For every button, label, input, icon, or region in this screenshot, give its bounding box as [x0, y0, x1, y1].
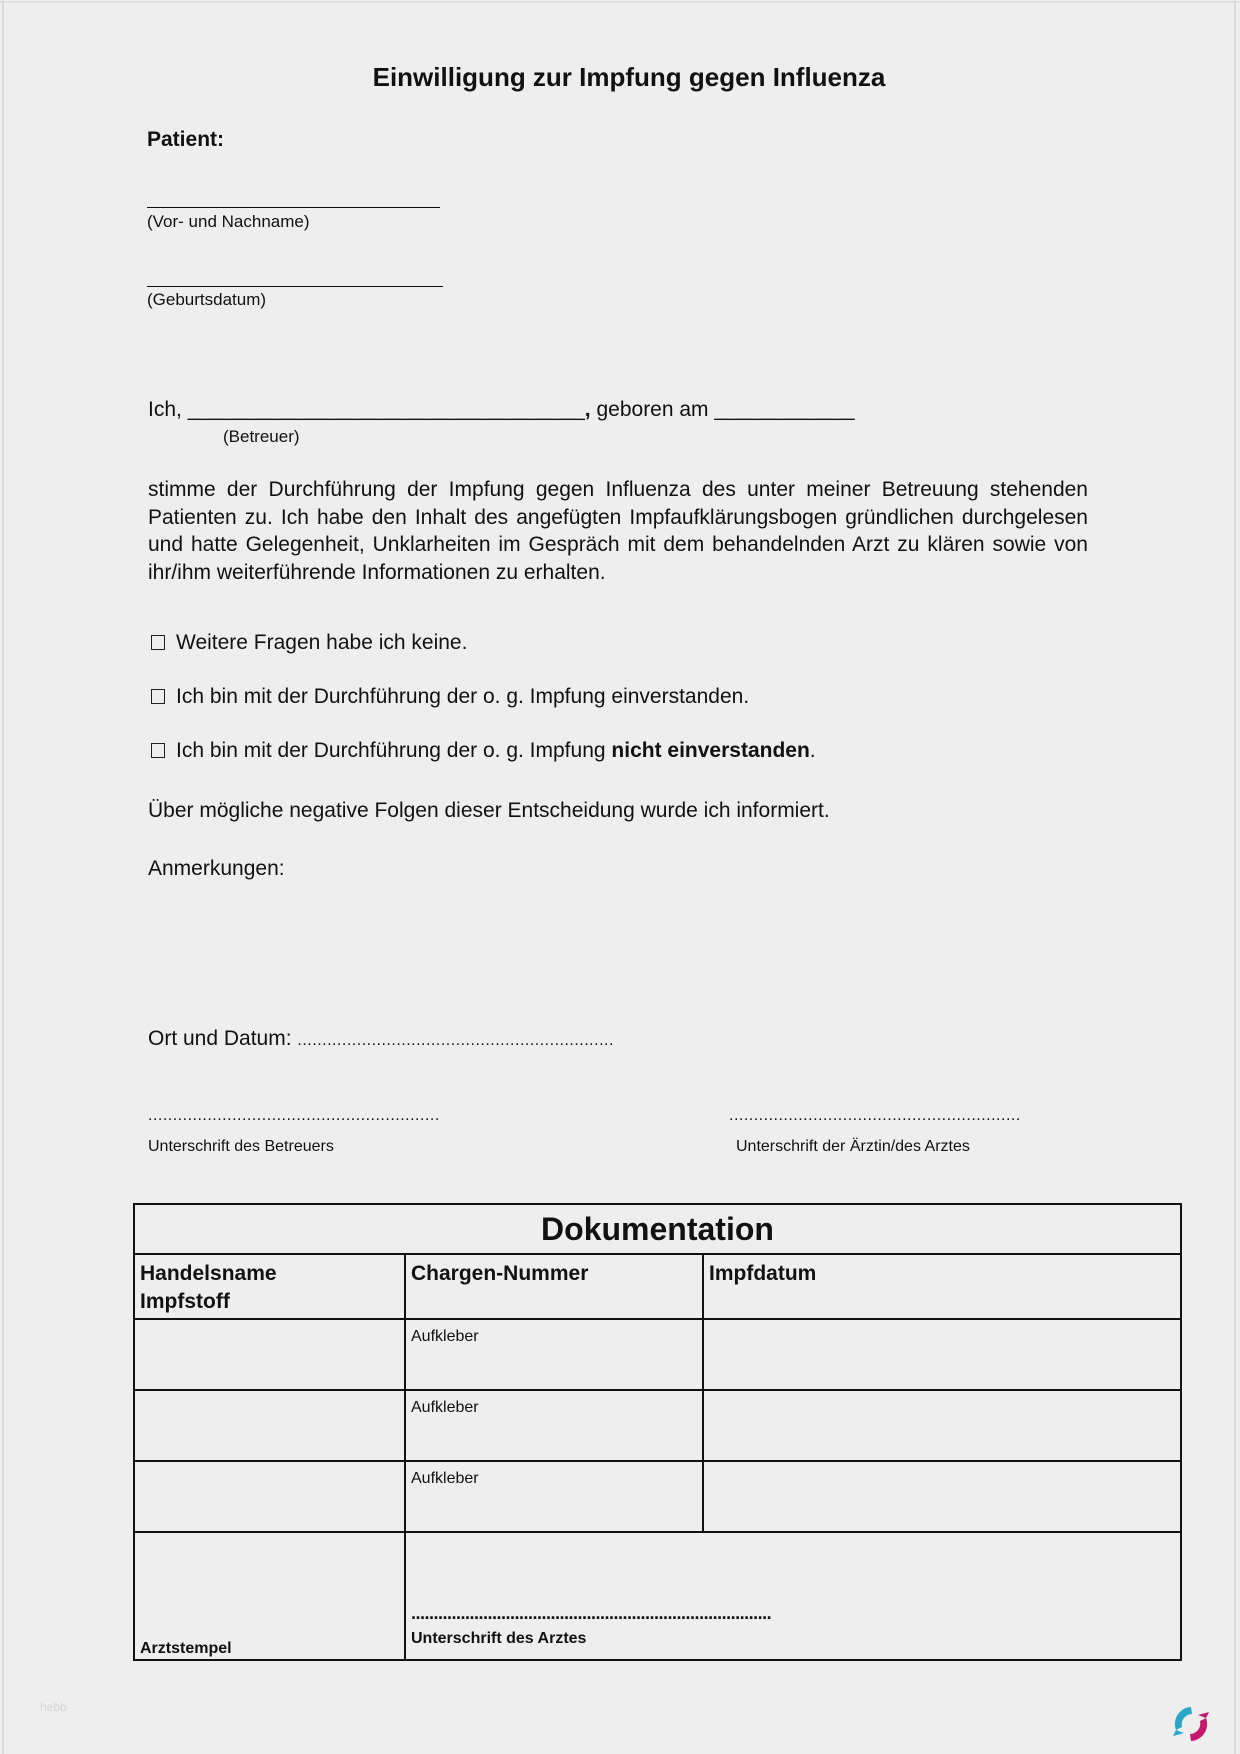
- option-disagree-suffix: .: [809, 739, 816, 762]
- cell-charge[interactable]: Aufkleber: [405, 1390, 703, 1461]
- guardian-caption: (Betreuer): [223, 427, 300, 446]
- option-disagree[interactable]: [151, 739, 816, 763]
- table-row: [134, 1390, 1181, 1461]
- cell-charge[interactable]: Aufkleber: [405, 1319, 703, 1390]
- patient-birthdate-field[interactable]: [147, 286, 443, 287]
- guardian-line: [148, 398, 855, 422]
- doctor-signature-label: Unterschrift des Arztes: [411, 1630, 587, 1647]
- cell-charge[interactable]: Aufkleber: [405, 1461, 703, 1532]
- header-handelsname-line1: Handelsname: [140, 1262, 277, 1285]
- guardian-signature-field[interactable]: ...........................................................: [148, 1107, 440, 1124]
- option-disagree-label: Ich bin mit der Durchführung der o. g. Impfung: [176, 739, 612, 762]
- header-chargen-nummer: Chargen-Nummer: [405, 1254, 703, 1319]
- doctor-signature-dots[interactable]: ................................................................................: [411, 1603, 772, 1623]
- circular-arrows-logo-icon: [1170, 1703, 1212, 1745]
- checkbox-disagree[interactable]: [151, 743, 165, 758]
- patient-name-caption: (Vor- und Nachname): [147, 212, 310, 231]
- cell-impfdatum[interactable]: [703, 1390, 1181, 1461]
- option-disagree-bold: nicht einverstanden: [611, 739, 810, 762]
- place-date-line: [148, 1027, 614, 1051]
- remarks-area[interactable]: [148, 890, 1088, 1010]
- doctor-signature-cell[interactable]: [405, 1532, 1181, 1660]
- checkbox-agree[interactable]: [151, 689, 165, 704]
- remarks-label: Anmerkungen:: [148, 857, 285, 880]
- cell-handelsname[interactable]: [134, 1390, 405, 1461]
- doctor-signature-field[interactable]: ...........................................................: [729, 1107, 1021, 1124]
- cell-handelsname[interactable]: [134, 1461, 405, 1532]
- header-impfdatum: Impfdatum: [703, 1254, 1181, 1319]
- cell-impfdatum[interactable]: [703, 1461, 1181, 1532]
- cell-handelsname[interactable]: [134, 1319, 405, 1390]
- place-date-field[interactable]: ................................................................: [297, 1032, 614, 1049]
- consent-paragraph: stimme der Durchführung der Impfung gegen Influenza des unter meiner Betreuung stehenden Patienten zu. Ich habe den Inhalt des angefügten Impfaufklärungsbogen gründlichen durchgelesen und hatte Gelegenheit, Unklarheiten im Gespräch mit dem behandelnden Arzt zu klären sowie von ihr/ihm weiterführende Informationen zu erhalten.: [148, 478, 1088, 584]
- page-edge-left: [2, 0, 4, 1754]
- checkbox-no-questions[interactable]: [151, 635, 165, 650]
- option-no-questions[interactable]: [151, 631, 467, 655]
- option-agree-label: Ich bin mit der Durchführung der o. g. Impfung einverstanden.: [176, 685, 750, 708]
- document-title: Einwilligung zur Impfung gegen Influenza: [372, 62, 886, 92]
- option-agree[interactable]: [151, 685, 749, 709]
- patient-label: Patient:: [147, 128, 225, 151]
- guardian-prefix: Ich,: [148, 398, 182, 421]
- table-row: [134, 1319, 1181, 1390]
- doctor-stamp-cell[interactable]: [134, 1532, 405, 1660]
- patient-birthdate-caption: (Geburtsdatum): [147, 290, 267, 309]
- doctor-stamp-label: Arztstempel: [140, 1640, 232, 1657]
- guardian-signature-caption: Unterschrift des Betreuers: [148, 1138, 334, 1155]
- documentation-title: Dokumentation: [134, 1204, 1181, 1254]
- watermark-text: hebb: [40, 1700, 67, 1714]
- table-row: [134, 1461, 1181, 1532]
- header-handelsname: [134, 1254, 405, 1319]
- page-edge-top: [0, 1, 1240, 3]
- informed-statement: Über mögliche negative Folgen dieser Entscheidung wurde ich informiert.: [148, 799, 830, 822]
- patient-name-field[interactable]: [147, 207, 440, 208]
- guardian-comma: ,: [584, 398, 591, 421]
- documentation-table: [133, 1203, 1182, 1661]
- guardian-name-field[interactable]: __________________________________: [187, 398, 585, 421]
- header-handelsname-line2: Impfstoff: [140, 1290, 230, 1313]
- doctor-signature-caption: Unterschrift der Ärztin/des Arztes: [736, 1138, 970, 1155]
- born-label: geboren am: [590, 398, 715, 421]
- place-date-label: Ort und Datum:: [148, 1027, 292, 1050]
- option-no-questions-label: Weitere Fragen habe ich keine.: [176, 631, 468, 654]
- page-edge-right: [1234, 0, 1236, 1754]
- guardian-birthdate-field[interactable]: ____________: [714, 398, 855, 421]
- cell-impfdatum[interactable]: [703, 1319, 1181, 1390]
